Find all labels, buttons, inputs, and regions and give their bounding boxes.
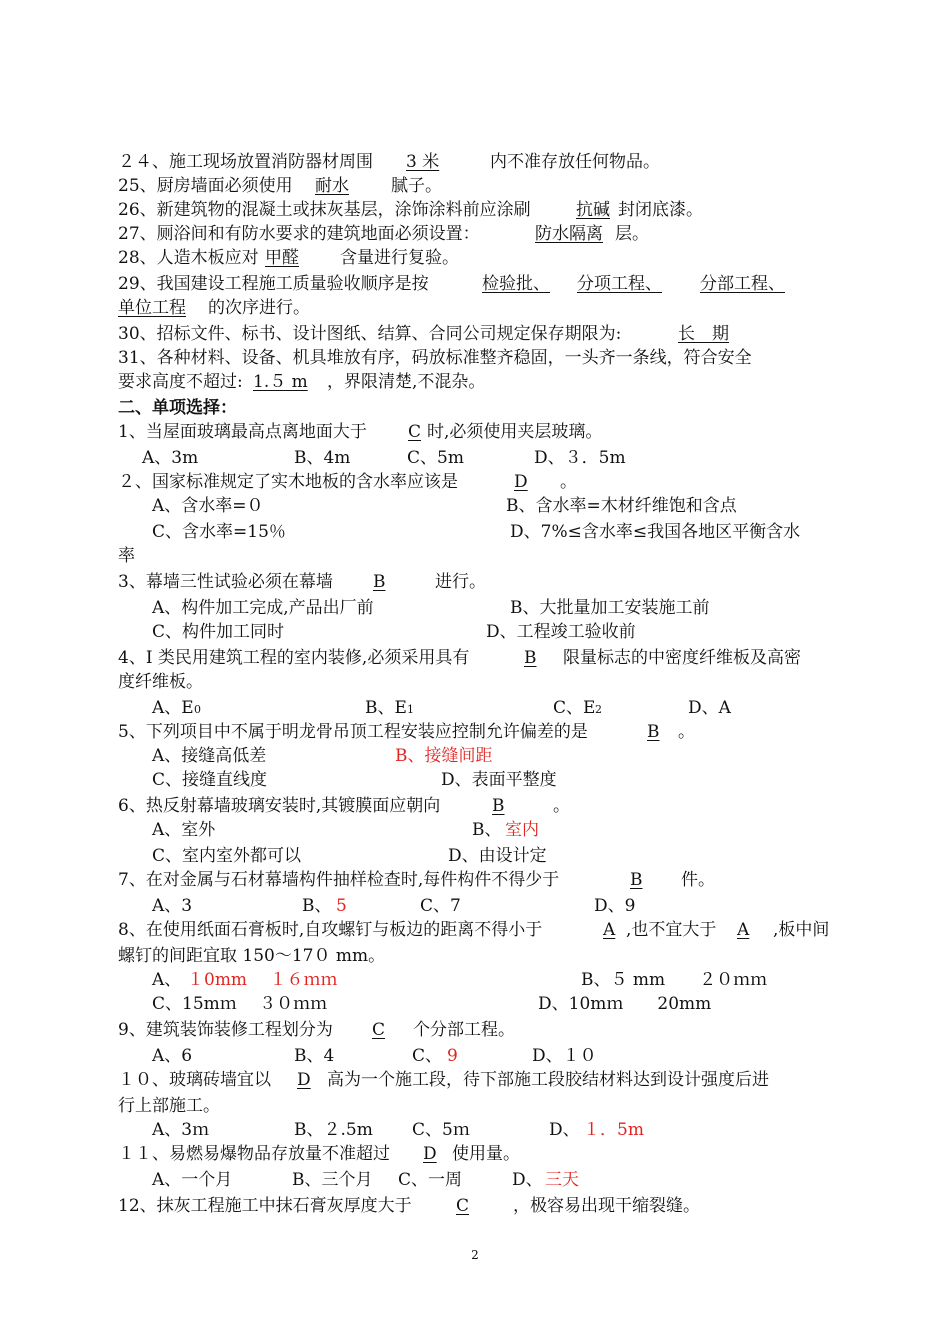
text-line: 。 [553,796,570,816]
text-line: 个分部工程。 [413,1020,515,1040]
answer-blank: 检验批、 [482,274,550,294]
page-number: 2 [471,1248,479,1262]
text-line: 9 [447,1046,458,1066]
answer-blank: B [630,870,643,890]
text-line: D、10mｍ 20mm [538,994,712,1014]
text-line: D、 [512,1170,543,1190]
text-line: 8、在使用纸面石膏板时,自攻螺钉与板边的距离不得小于 [118,920,543,940]
text-line: １０、玻璃砖墙宜以 [118,1070,271,1090]
text-line: A、室外 [152,820,216,840]
text-line: A、一个月 [152,1170,233,1190]
text-line: ２４、施工现场放置消防器材周围 [118,152,373,172]
text-line: 腻子。 [391,176,442,196]
text-line: 件。 [681,870,715,890]
text-line: D、 [549,1120,580,1140]
text-line: C、7 [420,896,461,916]
text-line: A、接缝高低差 [152,746,267,766]
text-line: 行上部施工。 [118,1096,220,1116]
text-line: D、表面平整度 [441,770,557,790]
answer-blank: D [514,472,528,492]
text-line: B、接缝间距 [395,746,493,766]
text-line: 使用量。 [452,1144,520,1164]
text-line: C、15mｍ ３０ｍｍ [152,994,328,1014]
text-line: １１、易燃易爆物品存放量不准超过 [118,1144,390,1164]
text-line: 5、下列项目中不属于明龙骨吊顶工程安装应控制允许偏差的是 [118,722,588,742]
answer-blank: C [456,1196,470,1216]
text-line: 封闭底漆。 [618,200,703,220]
text-line: 27、厕浴间和有防水要求的建筑地面必须设置： [118,224,480,244]
text-line: 28、人造木板应对 [118,248,259,268]
text-line: 时,必须使用夹层玻璃。 [427,422,603,442]
text-line: ,板中间 [773,920,830,940]
text-line: D、工程竣工验收前 [486,622,636,642]
answer-blank: 分部工程、 [700,274,785,294]
answer-blank: D [297,1070,311,1090]
text-line: 26、新建筑物的混凝土或抹灰基层，涂饰涂料前应涂刷 [118,200,531,220]
answer-blank: 甲醛 [265,248,299,268]
text-line: 内不准存放任何物品。 [490,152,660,172]
answer-blank: 3 米 [406,152,440,172]
text-line: B、 [302,896,332,916]
text-line: B、大批量加工安装施工前 [510,598,710,618]
answer-blank: 分项工程、 [577,274,662,294]
text-line: A、E [152,698,194,718]
text-line: 度纤维板。 [118,672,203,692]
text-line: A、3m [142,448,199,468]
answer-blank: C [408,422,422,442]
text-line: 。 [560,472,577,492]
text-line: 7、在对金属与石材幕墙构件抽样检查时,每件构件不得少于 [118,870,560,890]
text-line: D、１０ [532,1046,597,1066]
text-line: C、构件加工同时 [152,622,285,642]
text-line: A、6 [152,1046,193,1066]
text-line: １．5m [583,1120,644,1140]
text-line: A、 [152,970,182,990]
text-line: 12、抹灰工程施工中抹石膏灰厚度大于 [118,1196,412,1216]
text-line: 9、建筑装饰装修工程划分为 [118,1020,333,1040]
text-line: 30、招标文件、标书、设计图纸、结算、合同公司规定保存期限为: [118,324,622,344]
answer-blank: B [373,572,386,592]
text-line: ２、国家标准规定了实木地板的含水率应该是 [118,472,458,492]
text-line: A、含水率=０ [152,496,264,516]
text-line: 室内 [505,820,539,840]
text-line: C、E [553,698,596,718]
text-line: 。 [678,722,695,742]
text-line: 率 [118,546,135,566]
text-line: D、３．5m [534,448,626,468]
text-line: 5 [336,896,347,916]
answer-blank: 耐水 [315,176,349,196]
text-line: １0mm １６ｍｍ [187,970,338,990]
answer-blank: 抗碱 [576,200,610,220]
text-line: B、 [472,820,502,840]
answer-blank: C [372,1020,386,1040]
text-line: B、含水率=木材纤维饱和含点 [506,496,737,516]
text-line: 2 [595,703,602,716]
text-line: C、接缝直线度 [152,770,268,790]
text-line: 螺钉的间距宜取 150～17０ mm。 [118,946,386,966]
text-line: C、 [412,1046,443,1066]
answer-blank: B [524,648,537,668]
answer-blank: A [603,920,616,940]
answer-blank: 1.５ m [253,372,308,392]
text-line: ,也不宜大于 [626,920,717,940]
text-line: 4、I 类民用建筑工程的室内装修,必须采用具有 [118,648,470,668]
text-line: 的次序进行。 [208,298,310,318]
text-line: 限量标志的中密度纤维板及高密 [563,648,801,668]
text-line: A、3ｍ [152,1120,210,1140]
text-line: 31、各种材料、设备、机具堆放有序，码放标准整齐稳固，一头齐一条线，符合安全 [118,348,752,368]
text-line: 进行。 [435,572,486,592]
answer-blank: 防水隔离 [535,224,603,244]
answer-blank: B [492,796,505,816]
text-line: 3、幕墙三性试验必须在幕墙 [118,572,333,592]
text-line: C、一周 [398,1170,463,1190]
text-line: C、5m [407,448,464,468]
text-line: 三天 [545,1170,579,1190]
text-line: 29、我国建设工程施工质量验收顺序是按 [118,274,429,294]
text-line: C、含水率=15％ [152,522,286,542]
text-line: 25、厨房墙面必须使用 [118,176,293,196]
answer-blank: D [423,1144,437,1164]
text-line: D、7%≤含水率≤我国各地区平衡含水 [510,522,801,542]
text-line: B、4m [294,448,351,468]
text-line: ，界限清楚,不混杂。 [327,372,486,392]
answer-blank: 单位工程 [118,298,186,318]
text-line: A、构件加工完成,产品出厂前 [152,598,374,618]
text-line: D、由设计定 [448,846,547,866]
text-line: 0 [194,703,201,716]
answer-blank: B [647,722,660,742]
text-line: B、E [365,698,407,718]
text-line: 1 [407,703,414,716]
text-line: 二、单项选择： [118,398,237,418]
text-line: ，极容易出现干缩裂缝。 [513,1196,700,1216]
text-line: C、室内室外都可以 [152,846,302,866]
text-line: 高为一个施工段，待下部施工段胶结材料达到设计强度后进 [327,1070,769,1090]
text-line: 含量进行复验。 [340,248,459,268]
text-line: A、3 [152,896,193,916]
text-line: D、A [688,698,731,718]
text-line: 层。 [615,224,649,244]
answer-blank: 长 期 [678,324,729,344]
text-line: B、５ mm ２０ｍｍ [581,970,768,990]
text-line: B、三个月 [292,1170,373,1190]
answer-blank: A [737,920,750,940]
text-line: 要求高度不超过: [118,372,243,392]
text-line: 1、当屋面玻璃最高点离地面大于 [118,422,367,442]
text-line: B、4 [294,1046,335,1066]
text-line: C、5ｍ [412,1120,470,1140]
text-line: B、２.5m [294,1120,373,1140]
text-line: D、9 [594,896,636,916]
text-line: 6、热反射幕墙玻璃安装时,其镀膜面应朝向 [118,796,441,816]
